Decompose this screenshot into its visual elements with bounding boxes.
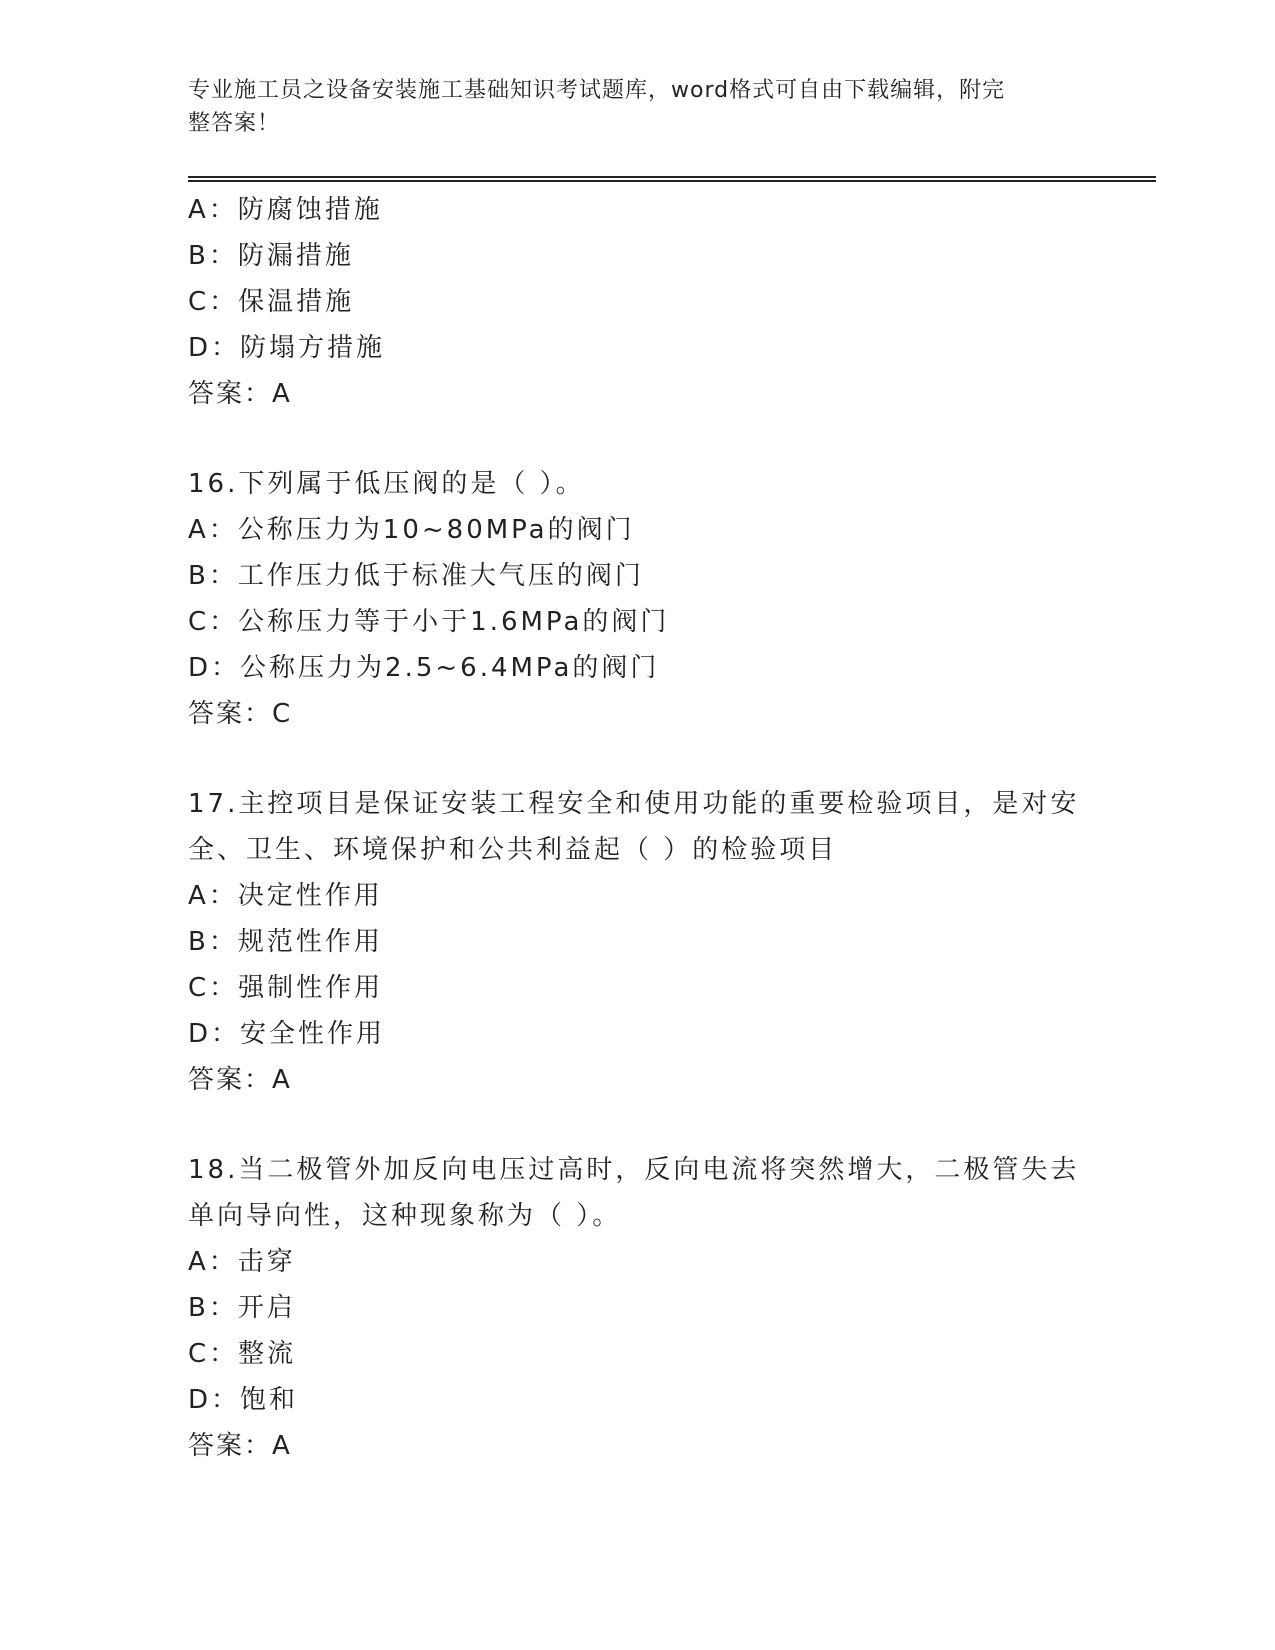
question-text-line: 18.当二极管外加反向电压过高时，反向电流将突然增大，二极管失去 xyxy=(188,1155,1080,1185)
question-18 xyxy=(188,1147,1088,1469)
answer-line: 答案：A xyxy=(188,379,292,409)
option-d: D：公称压力为2.5~6.4MPa的阀门 xyxy=(188,653,660,683)
option-d: D：防塌方措施 xyxy=(188,333,386,363)
header-line-2: 整答案！ xyxy=(188,111,281,136)
option-a: A：击穿 xyxy=(188,1247,296,1277)
question-16 xyxy=(188,461,1088,737)
option-b: B：工作压力低于标准大气压的阀门 xyxy=(188,561,644,591)
option-a: A：决定性作用 xyxy=(188,881,383,911)
option-c: C：保温措施 xyxy=(188,287,355,317)
option-c: C：整流 xyxy=(188,1339,297,1369)
spacer xyxy=(188,737,1088,781)
spacer xyxy=(188,417,1088,461)
option-a: A：防腐蚀措施 xyxy=(188,195,383,225)
option-c: C：强制性作用 xyxy=(188,973,384,1003)
answer-line: 答案：C xyxy=(188,699,293,729)
answer-line: 答案：A xyxy=(188,1065,292,1095)
document-header xyxy=(188,74,1068,140)
header-line-1: 专业施工员之设备安装施工基础知识考试题库，word格式可自由下载编辑，附完 xyxy=(188,78,1006,103)
option-d: D：饱和 xyxy=(188,1385,299,1415)
question-text-line: 16.下列属于低压阀的是（ ）。 xyxy=(188,469,585,499)
question-text-line: 单向导向性，这种现象称为（ ）。 xyxy=(188,1201,622,1231)
option-a: A：公称压力为10~80MPa的阀门 xyxy=(188,515,635,545)
question-text-line: 17.主控项目是保证安装工程安全和使用功能的重要检验项目，是对安 xyxy=(188,789,1080,819)
option-b: B：规范性作用 xyxy=(188,927,383,957)
question-text-line: 全、卫生、环境保护和公共利益起（ ）的检验项目 xyxy=(188,835,838,865)
question-content xyxy=(188,187,1088,1469)
previous-question xyxy=(188,187,1088,417)
option-b: B：防漏措施 xyxy=(188,241,354,271)
option-c: C：公称压力等于小于1.6MPa的阀门 xyxy=(188,607,670,637)
answer-line: 答案：A xyxy=(188,1431,292,1461)
question-17 xyxy=(188,781,1088,1103)
header-divider xyxy=(188,176,1156,182)
spacer xyxy=(188,1103,1088,1147)
option-d: D：安全性作用 xyxy=(188,1019,386,1049)
option-b: B：开启 xyxy=(188,1293,296,1323)
